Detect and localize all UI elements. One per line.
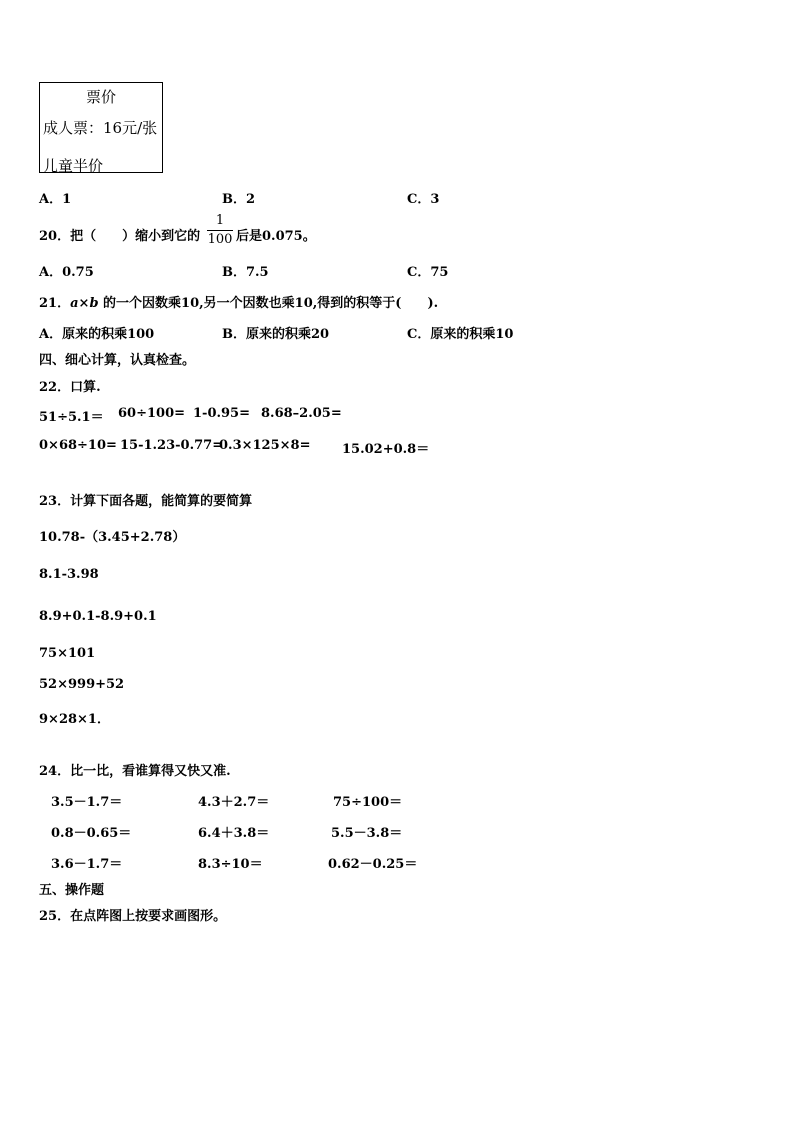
q22-title: 22．口算.	[39, 380, 101, 395]
q22-r1-item2: 60÷100=	[118, 406, 186, 421]
section-5-heading: 五、操作题	[39, 883, 105, 898]
q24-r3-c1: 3.6－1.7＝	[51, 857, 123, 872]
q24-r2-c1: 0.8－0.65＝	[51, 826, 132, 841]
q24-r2-c3: 5.5－3.8＝	[331, 826, 403, 841]
ticket-price-box	[39, 82, 163, 173]
q19-option-b: B．2	[222, 192, 256, 207]
section-4-heading: 四、细心计算，认真检查。	[39, 353, 196, 368]
q23-item-2: 8.1-3.98	[39, 567, 99, 582]
q21-number: 21．	[39, 296, 71, 311]
ticket-child-price: 儿童半价	[43, 157, 104, 175]
q20-option-c: C．75	[407, 265, 449, 280]
q20-option-a: A．0.75	[39, 265, 94, 280]
q22-r2-item3: 0.3×125×8=	[219, 438, 311, 453]
q23-item-6: 9×28×1．	[39, 712, 110, 727]
q22-r2-item1: 0×68÷10=	[39, 438, 117, 453]
q20-suffix: 后是0.075。	[236, 229, 316, 244]
q24-r3-c3: 0.62－0.25＝	[328, 857, 418, 872]
q19-option-c: C．3	[407, 192, 440, 207]
q25-text: 25．在点阵图上按要求画图形。	[39, 909, 227, 924]
q21-question	[39, 292, 438, 311]
q24-r1-c2: 4.3＋2.7＝	[198, 795, 270, 810]
q24-title: 24．比一比，看谁算得又快又准.	[39, 764, 231, 779]
q21-times: ×	[78, 296, 90, 311]
q22-r2-item2: 15-1.23-0.77=	[120, 438, 224, 453]
q21-option-a: A．原来的积乘100	[39, 327, 155, 342]
q20-fraction	[207, 213, 233, 248]
q21-option-c: C．原来的积乘10	[407, 327, 514, 342]
q23-item-1: 10.78-（3.45+2.78）	[39, 530, 186, 545]
q24-r3-c2: 8.3÷10＝	[198, 857, 263, 872]
q23-item-5: 52×999+52	[39, 677, 125, 692]
q20-option-b: B．7.5	[222, 265, 269, 280]
q22-r1-item1: 51÷5.1＝	[39, 410, 104, 425]
ticket-adult-price: 成人票：16元/张	[43, 119, 158, 137]
q21-option-b: B．原来的积乘20	[222, 327, 330, 342]
q21-var-a: a	[70, 296, 79, 311]
q21-text: 的一个因数乘10,另一个因数也乘10,得到的积等于( ).	[98, 296, 439, 311]
q20-fraction-denominator: 100	[207, 232, 233, 247]
q23-item-4: 75×101	[39, 646, 96, 661]
q19-option-a: A．1	[39, 192, 72, 207]
q24-r2-c2: 6.4＋3.8＝	[198, 826, 270, 841]
q22-r1-item4: 8.68–2.05=	[261, 406, 342, 421]
q24-r1-c3: 75÷100＝	[333, 795, 403, 810]
q22-r1-item3: 1-0.95=	[193, 406, 250, 421]
q21-var-b: b	[89, 296, 99, 311]
ticket-title: 票价	[85, 88, 116, 106]
fraction-bar	[207, 230, 233, 231]
q20-fraction-numerator: 1	[215, 213, 225, 228]
q20-prefix: 20．把（ ）缩小到它的	[39, 229, 201, 244]
q23-title: 23．计算下面各题，能简算的要简算	[39, 494, 253, 509]
q22-r2-item4: 15.02+0.8＝	[342, 442, 430, 457]
q23-item-3: 8.9+0.1-8.9+0.1	[39, 609, 157, 624]
q24-r1-c1: 3.5－1.7＝	[51, 795, 123, 810]
